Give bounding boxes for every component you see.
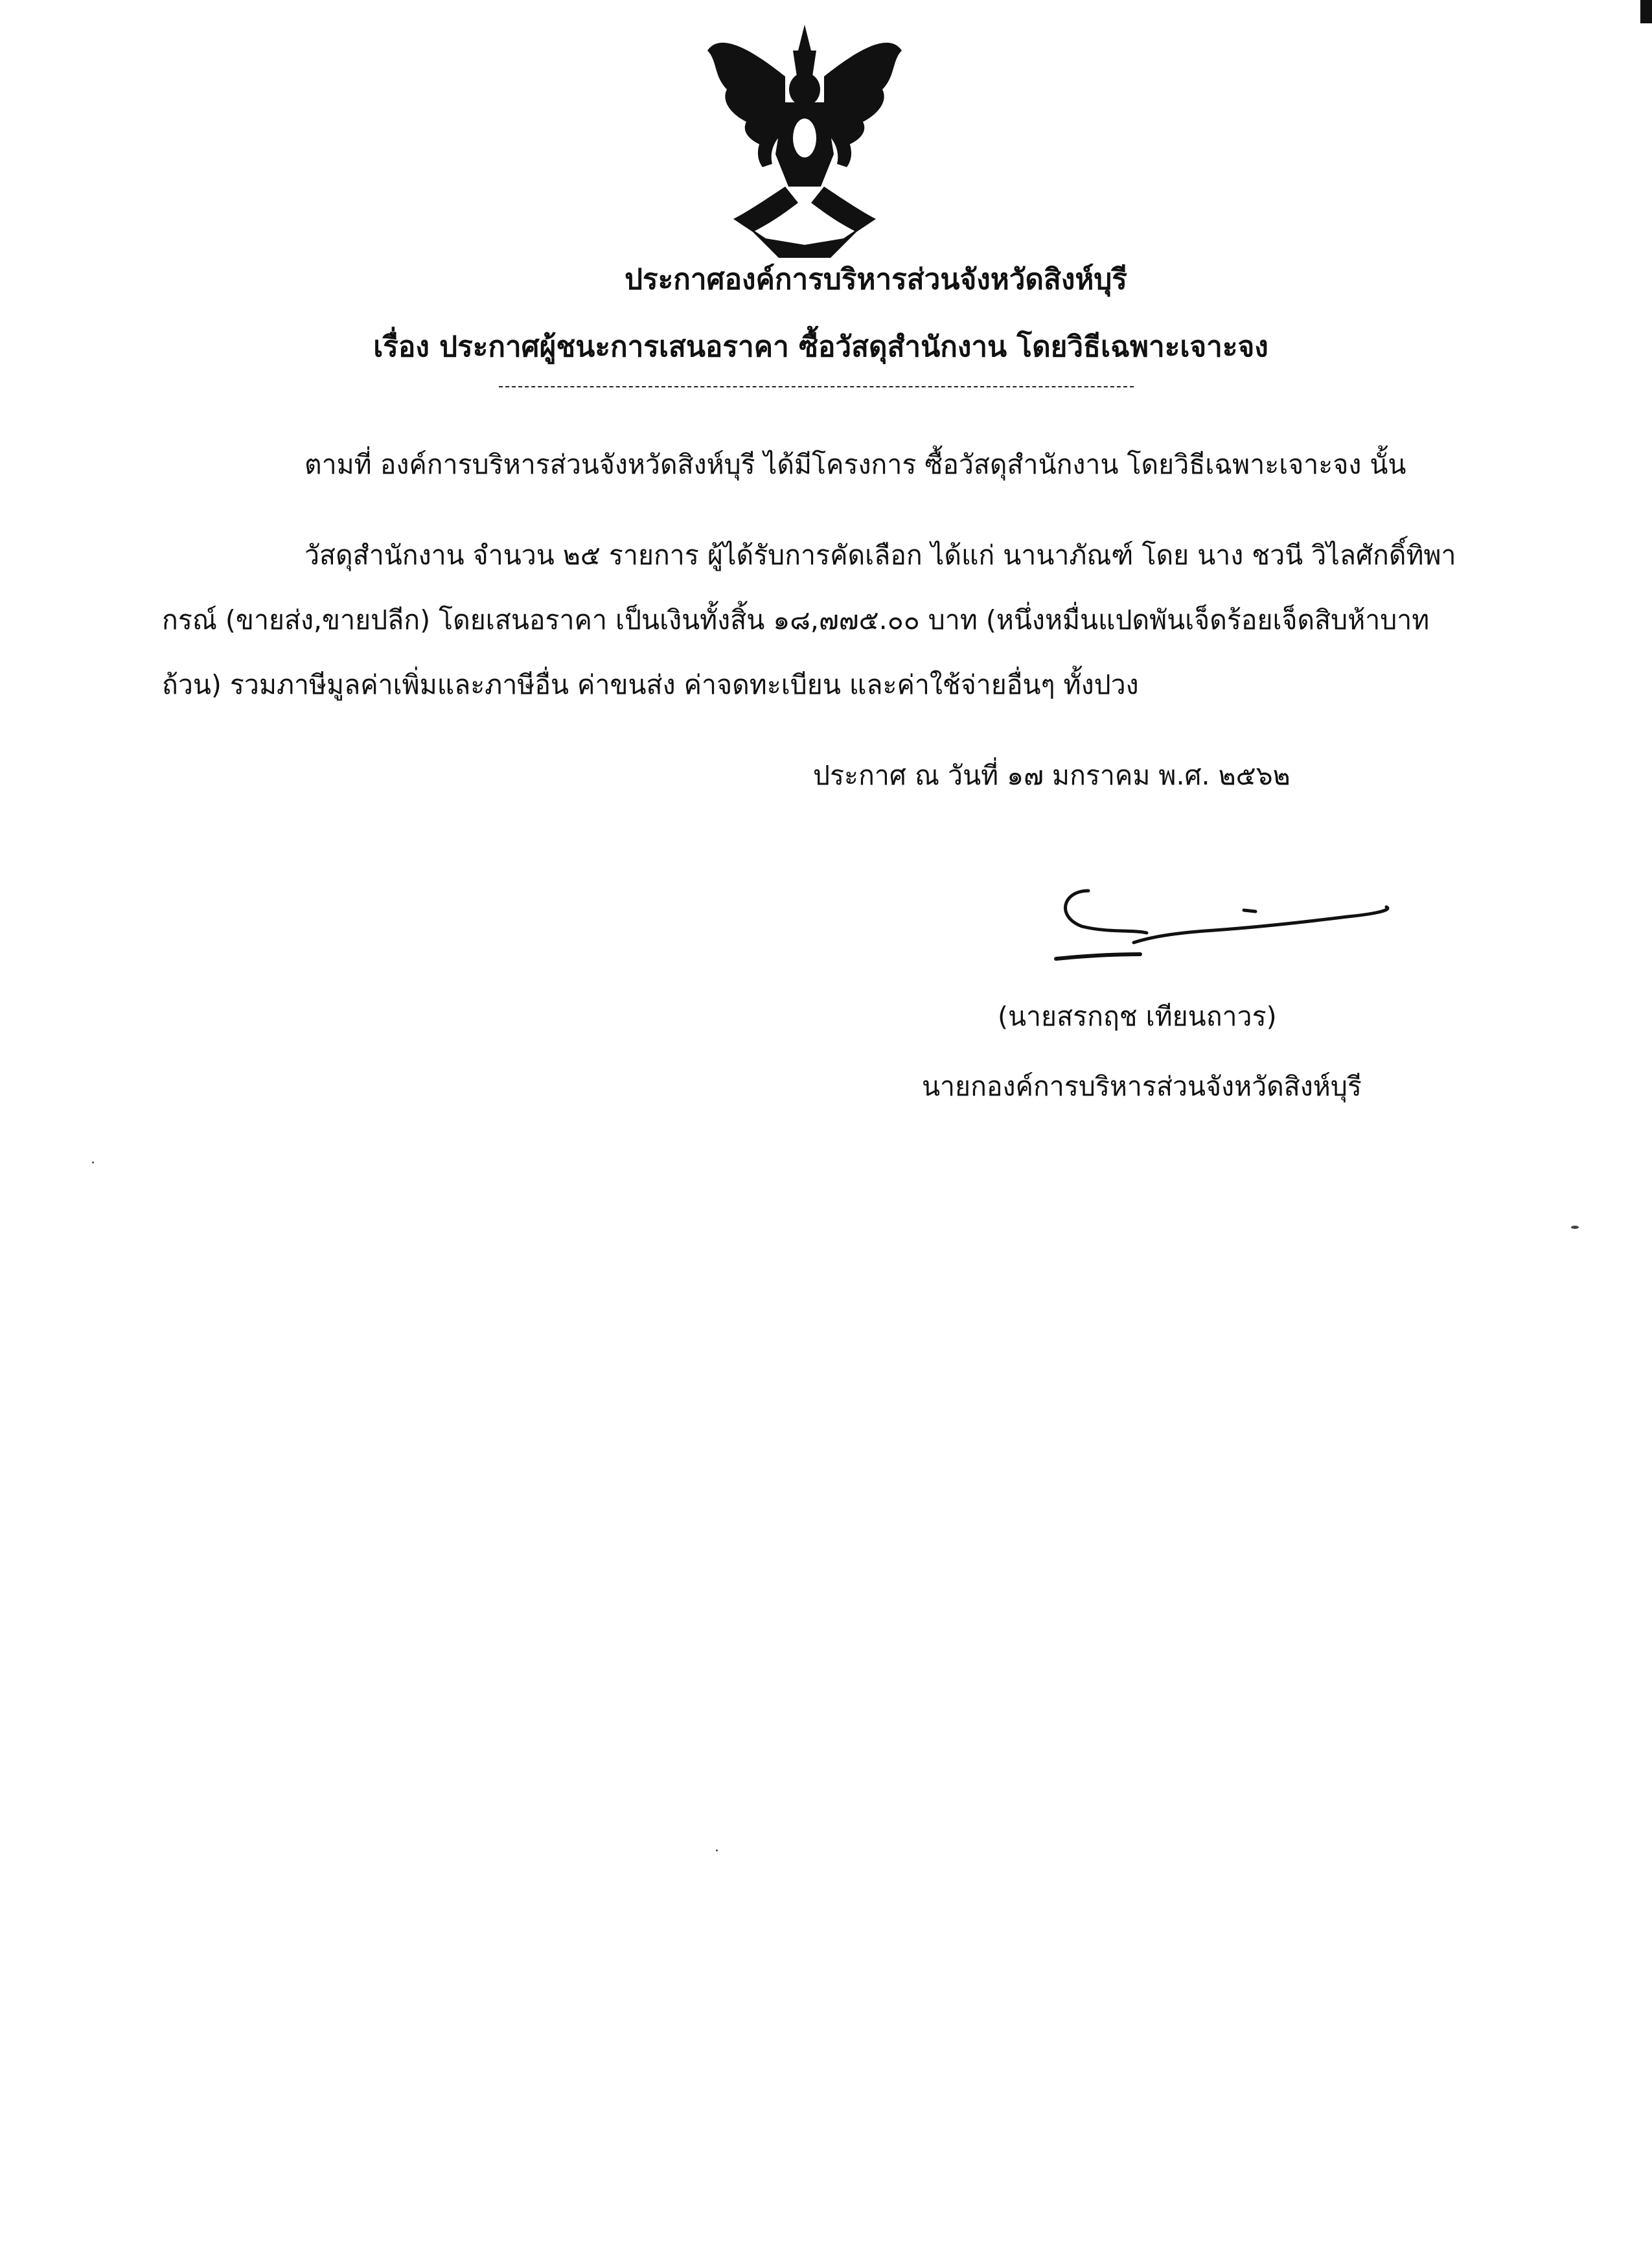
scan-edge-mark: [1640, 0, 1652, 23]
body-line-2: วัสดุสำนักงาน จำนวน ๒๕ รายการ ผู้ได้รับการคัดเลือก ได้แก่ นานาภัณฑ์ โดย นาง ชวนี วิไลศักดิ์ทิพา: [304, 540, 1456, 571]
body-line-3: กรณ์ (ขายส่ง,ขายปลีก) โดยเสนอราคา เป็นเงินทั้งสิ้น ๑๘,๗๗๕.๐๐ บาท (หนึ่งหมื่นแปดพันเจ็ดร้อยเจ็ดสิบห้าบาท: [162, 604, 1430, 636]
body-line-1: ตามที่ องค์การบริหารส่วนจังหวัดสิงห์บุรี ได้มีโครงการ ซื้อวัสดุสำนักงาน โดยวิธีเฉพาะเจาะจง นั้น: [304, 449, 1406, 480]
scan-speck: [1571, 1226, 1579, 1229]
signer-position: นายกองค์การบริหารส่วนจังหวัดสิงห์บุรี: [922, 1071, 1362, 1102]
heading-line-2-text: เรื่อง ประกาศผู้ชนะการเสนอราคา ซื้อวัสดุสำนักงาน โดยวิธีเฉพาะเจาะจง: [373, 330, 1268, 363]
handwritten-signature: [1050, 871, 1399, 968]
signer-name: (นายสรกฤช เทียนถาวร): [998, 1001, 1277, 1032]
heading-line-1: [0, 257, 1652, 302]
separator-dashes: [499, 386, 1134, 387]
body-line-4: ถ้วน) รวมภาษีมูลค่าเพิ่มและภาษีอื่น ค่าขนส่ง ค่าจดทะเบียน และค่าใช้จ่ายอื่นๆ ทั้งปวง: [162, 669, 1139, 700]
heading-line-2: [0, 324, 1652, 369]
announcement-date: ประกาศ ณ วันที่ ๑๗ มกราคม พ.ศ. ๒๕๖๒: [813, 760, 1291, 791]
scan-speck: [92, 1162, 94, 1163]
garuda-emblem-icon: [707, 25, 902, 258]
heading-line-1-text: ประกาศองค์การบริหารส่วนจังหวัดสิงห์บุรี: [625, 263, 1127, 296]
scan-speck: [716, 1850, 718, 1851]
